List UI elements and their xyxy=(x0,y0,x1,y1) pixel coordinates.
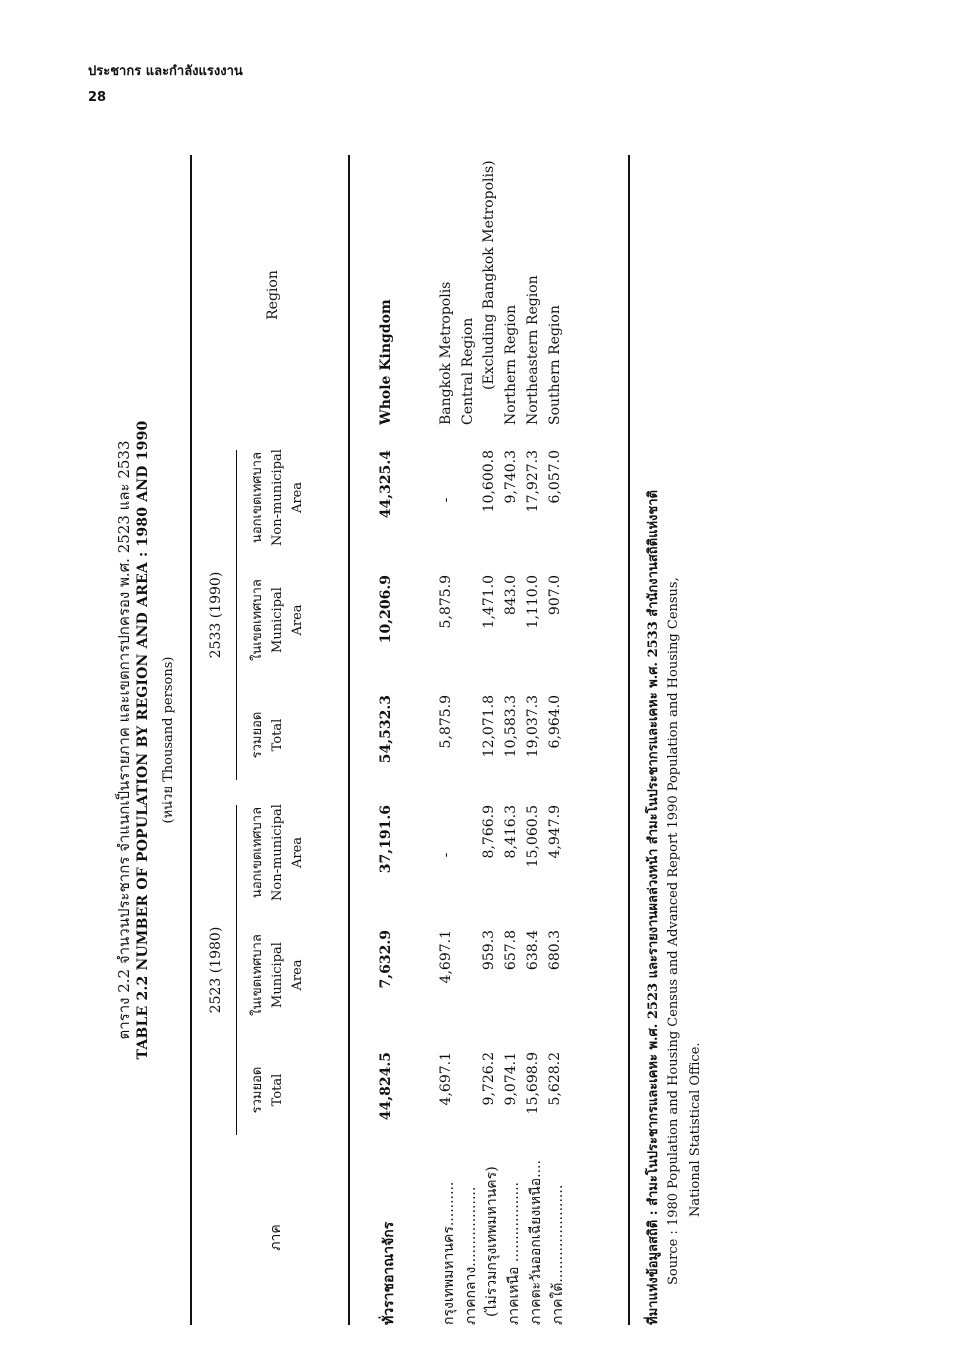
col-header-municipal-1990: ในเขตเทศบาล Municipal Area xyxy=(250,579,305,661)
row-label-thai: ทั่วราชอาณาจักร xyxy=(381,1221,397,1325)
col-header-total-1990: รวมยอด Total xyxy=(250,711,285,759)
row-label-thai: ภาคกลาง.................. xyxy=(463,1186,479,1325)
row-label-english: (Excluding Bangkok Metropolis) xyxy=(481,160,497,390)
table-unit: (หน่วย Thousand persons) xyxy=(161,656,176,824)
row-label-english: Central Region xyxy=(460,317,476,425)
table-cell: 5,628.2 xyxy=(547,1052,563,1106)
table-cell: 9,740.3 xyxy=(503,450,519,504)
col-header-nonmunicipal-1990: นอกเขตเทศบาล Non-municipal Area xyxy=(250,449,305,546)
table-cell: 1,110.0 xyxy=(525,575,541,629)
table-cell: 19,037.3 xyxy=(525,695,541,758)
table-cell: - xyxy=(438,852,454,858)
table-cell: 8,766.9 xyxy=(481,805,497,859)
page-number: 28 xyxy=(88,90,107,105)
row-label-thai: ภาคใต้...................... xyxy=(550,1184,566,1325)
table-cell: 680.3 xyxy=(547,930,563,971)
table-cell: 10,206.9 xyxy=(378,575,394,644)
year-1980-header: 2523 (1980) xyxy=(208,926,224,1014)
table-cell: 9,074.1 xyxy=(503,1052,519,1106)
source-thai: ที่มาแห่งข้อมูลสถิติ : สำมะโนประชากรและเคหะ พ.ศ. 2523 และรายงานผลล่วงหน้า สำมะโนประชากรและเคหะ พ.ศ. 2533 สำนักงานสถิติแห่งชาติ xyxy=(646,490,661,1325)
region-thai-header: ภาค xyxy=(268,1224,284,1251)
table-title-thai: ตาราง 2.2 จำนวนประชากร จำแนกเป็นรายภาค และเขตการปกครอง พ.ศ. 2523 และ 2533 xyxy=(115,440,133,1040)
table-cell: 15,060.5 xyxy=(525,805,541,868)
col-header-nonmunicipal-1980: นอกเขตเทศบาล Non-municipal Area xyxy=(250,804,305,901)
table-title-english: TABLE 2.2 NUMBER OF POPULATION BY REGION AND AREA : 1980 AND 1990 xyxy=(135,420,151,1060)
year-1990-header: 2533 (1990) xyxy=(208,571,224,659)
table-cell: 638.4 xyxy=(525,930,541,971)
row-label-english: Northeastern Region xyxy=(525,275,541,425)
table-cell: 12,071.8 xyxy=(481,695,497,758)
col-header-municipal-1980: ในเขตเทศบาล Municipal Area xyxy=(250,934,305,1016)
table-cell: 44,824.5 xyxy=(378,1052,394,1121)
running-header: ประชากร และกำลังแรงงาน xyxy=(88,64,243,79)
row-label-thai: กรุงเทพมหานคร.......... xyxy=(441,1181,457,1325)
table-bottom-rule xyxy=(628,155,630,1325)
year-1990-span-line xyxy=(236,450,237,780)
table-cell: 15,698.9 xyxy=(525,1052,541,1115)
table-cell: - xyxy=(438,497,454,503)
table-cell: 5,875.9 xyxy=(438,695,454,749)
table-cell: 44,325.4 xyxy=(378,450,394,519)
table-cell: 54,532.3 xyxy=(378,695,394,764)
table-cell: 7,632.9 xyxy=(378,930,394,989)
table-cell: 4,947.9 xyxy=(547,805,563,859)
table-cell: 10,583.3 xyxy=(503,695,519,758)
table-cell: 843.0 xyxy=(503,575,519,616)
table-header-rule xyxy=(348,155,350,1325)
table-cell: 6,057.0 xyxy=(547,450,563,504)
rotated-table-page xyxy=(115,155,710,1325)
row-label-thai: (ไม่รวมกรุงเทพมหานคร) xyxy=(484,1166,500,1317)
table-cell: 9,726.2 xyxy=(481,1052,497,1106)
table-cell: 17,927.3 xyxy=(525,450,541,513)
table-cell: 4,697.1 xyxy=(438,930,454,984)
table-cell: 5,875.9 xyxy=(438,575,454,629)
table-cell: 37,191.6 xyxy=(378,805,394,874)
table-cell: 6,964.0 xyxy=(547,695,563,749)
row-label-english: Whole Kingdom xyxy=(378,299,394,425)
row-label-english: Southern Region xyxy=(547,305,563,425)
col-header-total-1980: รวมยอด Total xyxy=(250,1066,285,1114)
source-english: Source : 1980 Population and Housing Census and Advanced Report 1990 Population and Housing Census, xyxy=(666,577,681,1285)
row-label-english: Northern Region xyxy=(503,304,519,425)
table-cell: 1,471.0 xyxy=(481,575,497,629)
row-label-thai: ภาคเหนือ .................. xyxy=(506,1181,522,1325)
table-top-rule xyxy=(190,155,192,1325)
table-cell: 4,697.1 xyxy=(438,1052,454,1106)
table-cell: 8,416.3 xyxy=(503,805,519,859)
region-english-header: Region xyxy=(265,270,281,320)
table-cell: 959.3 xyxy=(481,930,497,971)
table-cell: 907.0 xyxy=(547,575,563,616)
table-cell: 657.8 xyxy=(503,930,519,971)
year-1980-span-line xyxy=(236,805,237,1135)
source-english-cont: National Statistical Office. xyxy=(688,1042,703,1217)
row-label-thai: ภาคตะวันออกเฉียงเหนือ.... xyxy=(528,1160,544,1325)
row-label-english: Bangkok Metropolis xyxy=(438,281,454,425)
table-cell: 10,600.8 xyxy=(481,450,497,513)
